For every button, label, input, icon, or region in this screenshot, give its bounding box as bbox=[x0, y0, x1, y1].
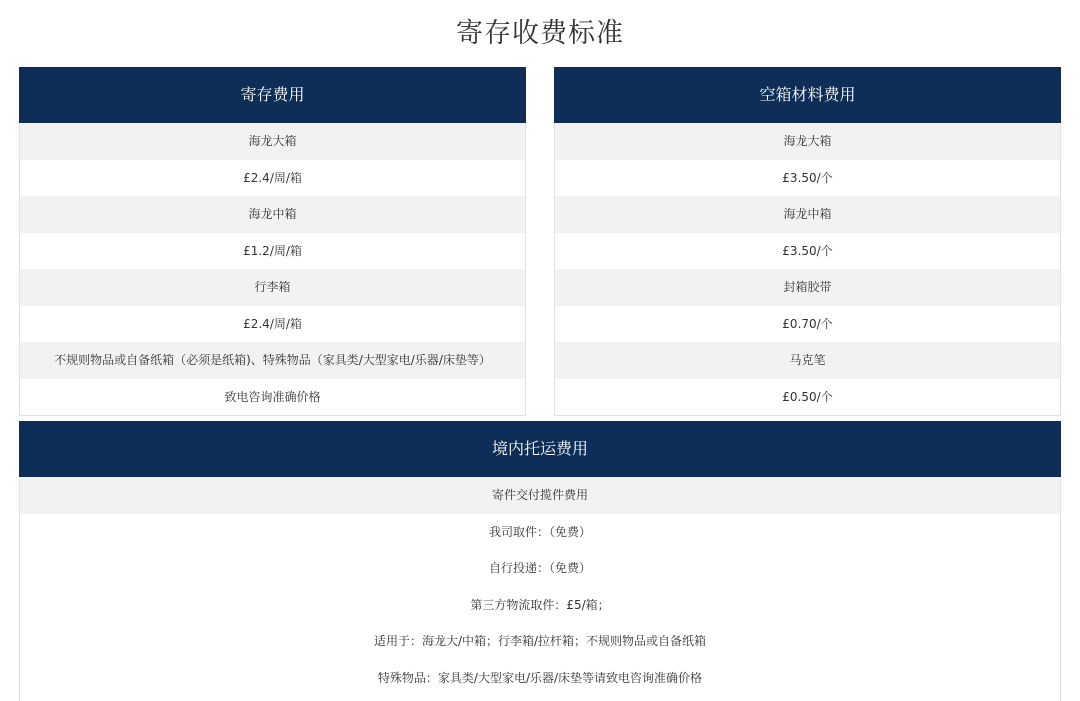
storage-fee-header: 寄存费用 bbox=[19, 67, 526, 123]
shipping-row-pickup-fee: 寄件交付揽件费用 bbox=[20, 477, 1060, 514]
shipping-row-self-dropoff: 自行投递：（免费） bbox=[488, 561, 591, 575]
materials-fee-panel bbox=[554, 67, 1061, 416]
page-title: 寄存收费标准 bbox=[456, 18, 624, 49]
materials-row-large-box-price: £3.50/个 bbox=[782, 170, 833, 185]
materials-row-marker: 马克笔 bbox=[555, 342, 1060, 379]
materials-fee-header: 空箱材料费用 bbox=[554, 67, 1061, 123]
storage-row-irregular-items: 不规则物品或自备纸箱（必须是纸箱)、特殊物品（家具类/大型家电/乐器/床垫等） bbox=[20, 342, 525, 379]
materials-row-large-box: 海龙大箱 bbox=[555, 123, 1060, 160]
storage-row-irregular-items-price: 致电咨询准确价格 bbox=[224, 389, 321, 404]
shipping-row-third-party: 第三方物流取件：£5/箱； bbox=[470, 597, 610, 612]
storage-row-medium-box: 海龙中箱 bbox=[20, 196, 525, 233]
shipping-row-special-items: 特殊物品：家具类/大型家电/乐器/床垫等请致电咨询准确价格 bbox=[377, 670, 703, 685]
shipping-row-applicable: 适用于：海龙大/中箱；行李箱/拉杆箱；不规则物品或自备纸箱 bbox=[373, 634, 707, 648]
storage-row-medium-box-price: £1.2/周/箱 bbox=[243, 243, 302, 258]
materials-row-marker-price: £0.50/个 bbox=[782, 389, 833, 404]
storage-row-suitcase: 行李箱 bbox=[20, 269, 525, 306]
storage-fee-panel bbox=[19, 67, 526, 416]
storage-row-large-box: 海龙大箱 bbox=[20, 123, 525, 160]
materials-row-tape-price: £0.70/个 bbox=[782, 316, 833, 331]
materials-row-medium-box-price: £3.50/个 bbox=[782, 243, 833, 258]
materials-row-tape: 封箱胶带 bbox=[555, 269, 1060, 306]
domestic-shipping-header: 境内托运费用 bbox=[19, 421, 1061, 477]
shipping-row-our-pickup: 我司取件：（免费） bbox=[488, 524, 591, 539]
storage-row-large-box-price: £2.4/周/箱 bbox=[243, 170, 302, 185]
storage-row-suitcase-price: £2.4/周/箱 bbox=[243, 316, 302, 331]
domestic-shipping-panel bbox=[19, 421, 1061, 701]
materials-row-medium-box: 海龙中箱 bbox=[555, 196, 1060, 233]
